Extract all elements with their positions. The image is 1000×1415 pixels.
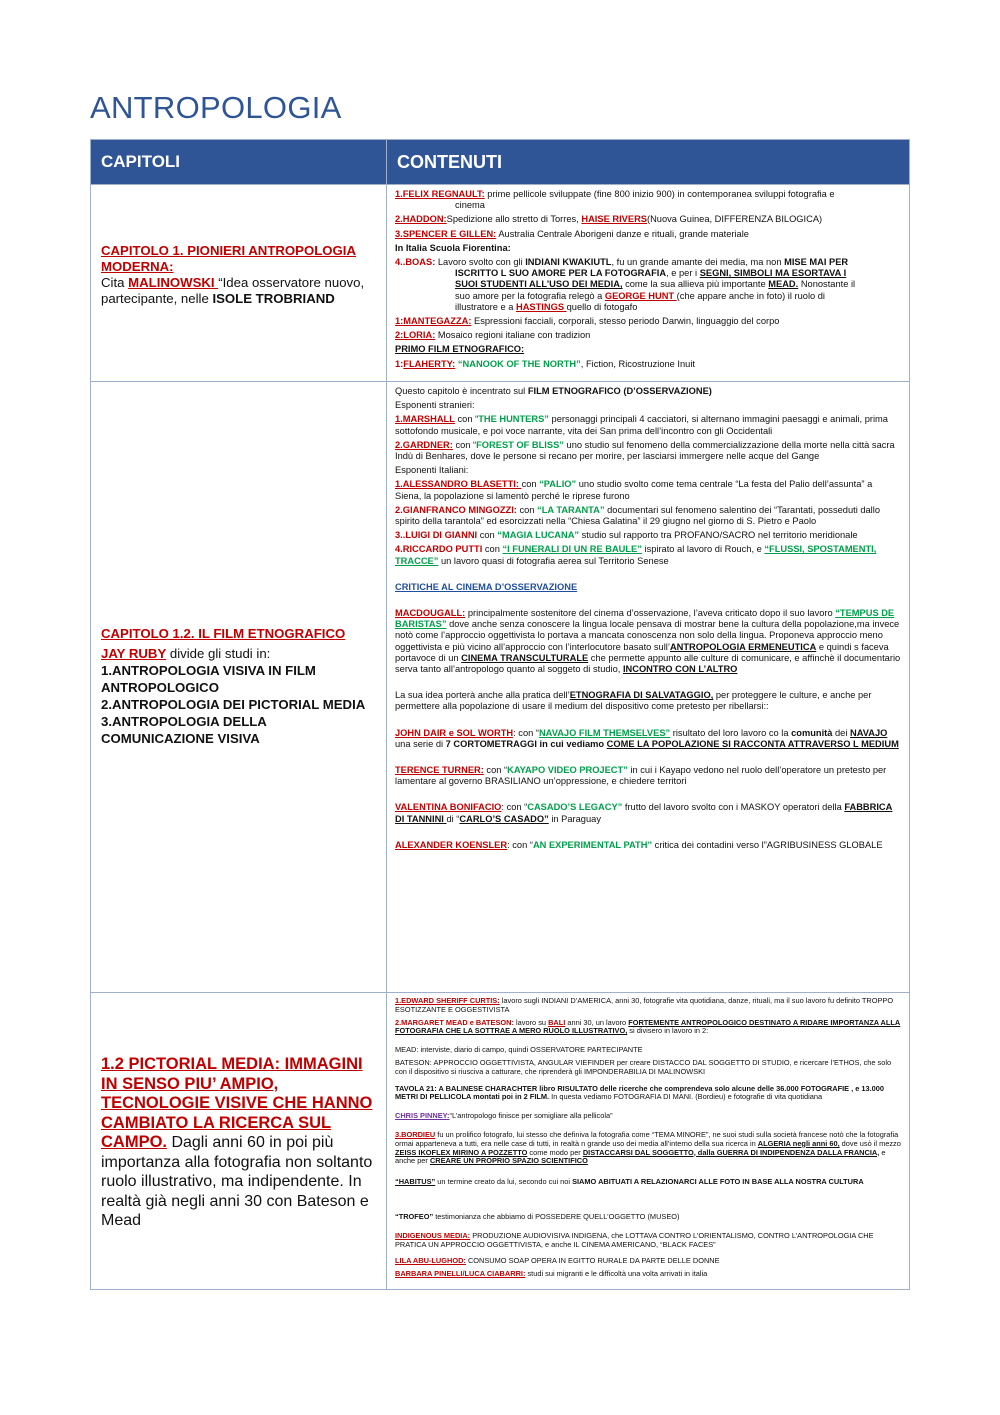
- list-item: 2.GARDNER: con “FOREST OF BLISS” uno studio sul fenomeno della commercializzazione della morte nella città sacra Indù di Benhares, dove le persone si recano per morire, per lasciarsi immergere nelle acque del Gange: [395, 439, 895, 462]
- content-table: [90, 139, 910, 1290]
- chapter-2-list-item-1: 1.ANTROPOLOGIA VISIVA IN FILM ANTROPOLOGICO: [101, 663, 316, 695]
- table-row-chapter-1: [91, 185, 910, 382]
- list-item: 3..LUIGI DI GIANNI con “MAGIA LUCANA” studio sul rapporto tra PROFANO/SACRO nel territorio meridionale: [395, 530, 858, 541]
- chapter-1-cell: [91, 185, 387, 382]
- list-item: CHRIS PINNEY:“L’antropologo finisce per somigliare alla pellicola”: [395, 1111, 613, 1121]
- chapter-2-cell: [91, 382, 387, 993]
- list-item: illustratore e a HASTINGS quello di fotogafo: [455, 301, 638, 312]
- list-item: Esponenti stranieri:: [395, 400, 475, 411]
- chapter-2-list-item-2: 2.ANTROPOLOGIA DEI PICTORIAL MEDIA: [101, 697, 366, 712]
- chapter-1-text: Cita MALINOWSKI “Idea osservatore nuovo, partecipante, nelle ISOLE TROBRIAND: [101, 275, 365, 306]
- list-item: SUOI STUDENTI ALL’USO DEI MEDIA, come la sua allieva più importante MEAD. Nonostante il: [455, 279, 856, 290]
- chapter-2-list-item-3: 3.ANTROPOLOGIA DELLA COMUNICAZIONE VISIVA: [101, 714, 267, 746]
- list-item: 1.MARSHALL con “THE HUNTERS” personaggi principali 4 cacciatori, si alternano immagini paesaggi e animali, prima sottofondo musicale, e poi voce narrante, vita dei San prima dell’incontro con gli Occidentali: [395, 414, 888, 436]
- list-item: TAVOLA 21: A BALINESE CHARACHTER libro RISULTATO delle ricerche che comprendeva solo alcune delle 36.000 FOTOGRAFIE , e 13.000 METRI DI PELLICOLA montati poi in 2 FILM. In questa vediamo FOTOGRAFIA DI MANI. (Bordieu) e fotografie di vita quotidiana: [395, 1083, 884, 1102]
- list-item: PRIMO FILM ETNOGRAFICO:: [395, 344, 525, 355]
- list-item: 1.ALESSANDRO BLASETTI: con “PALIO” uno studio svolto come tema centrale “La festa del Palio dell’assunta” a Siena, la popolazione si lamentò perché le riprese furono: [395, 479, 873, 501]
- list-item: 2.HADDON:Spedizione allo stretto di Torres, HAISE RIVERS(Nuova Guinea, DIFFERENZA BILOGICA): [395, 214, 823, 225]
- list-item: MEAD: interviste, diario di campo, quindi OSSERVATORE PARTECIPANTE: [395, 1045, 643, 1055]
- chapter-1-title: CAPITOLO 1. PIONIERI ANTROPOLOGIA MODERNA:: [101, 243, 356, 274]
- header-contenuti: CONTENUTI: [387, 140, 910, 185]
- header-capitoli: CAPITOLI: [91, 140, 387, 185]
- chapter-2-content: [387, 382, 910, 993]
- table-header-row: [91, 140, 910, 185]
- list-item: 2.GIANFRANCO MINGOZZI: con “LA TARANTA” documentari sul fenomeno salentino dei “Tarantati, posseduti dallo spirito della tarantola” ed esorcizzati nella “Chiesa Galatina” il 29 giugno nel giorno di S. Pietro e Paolo: [395, 504, 880, 527]
- list-item: Questo capitolo è incentrato sul FILM ETNOGRAFICO (D’OSSERVAZIONE): [395, 386, 712, 396]
- chapter-2-title: CAPITOLO 1.2. IL FILM ETNOGRAFICO: [101, 626, 346, 641]
- list-item: 4.RICCARDO PUTTI con “I FUNERALI DI UN RE BAULE” ispirato al lavoro di Rouch, e “FLUSSI, SPOSTAMENTI, TRACCE” un lavoro quasi di fotografia aerea sul Territorio Senese: [395, 544, 877, 566]
- chapter-3-text: 1.2 PICTORIAL MEDIA: IMMAGINI IN SENSO PIU’ AMPIO, TECNOLOGIE VISIVE CHE HANNO CAMBIATO LA RICERCA SUL CAMPO. Dagli anni 60 in poi più importanza alla fotografia non soltanto ruolo illustrativo, ma indipendente. In realtà già negli anni 30 con Bateson e Mead: [101, 1055, 373, 1229]
- list-item: 2.MARGARET MEAD e BATESON: lavoro su BALI anni 30, un lavoro FORTEMENTE ANTROPOLOGICO DESTINATO A RIDARE IMPORTANZA ALLA FOTOGRAFIA CHE LA SOTTRAE A MERO RUOLO ILLUSTRATIVO, si divisero in lavoro in 2:: [395, 1017, 901, 1036]
- list-item: “HABITUS” un termine creato da lui, secondo cui noi SIAMO ABITUATI A RELAZIONARCI ALLE FOTO IN BASE ALLA NOSTRA CULTURA: [395, 1177, 864, 1187]
- list-item: TERENCE TURNER: con “KAYAPO VIDEO PROJECT” in cui i Kayapo vedono nel ruolo dell’operatore un pretesto per lamentare al governo BRASILIANO un’oppressione, e chiedere territori: [395, 765, 887, 787]
- list-item: suo amore per la fotografia relegò a GEORGE HUNT (che appare anche in foto) il ruolo di: [455, 290, 825, 301]
- list-item: 1:MANTEGAZZA: Espressioni facciali, corporali, stesso periodo Darwin, linguaggio del corpo: [395, 316, 780, 327]
- list-item: BATESON: APPROCCIO OGGETTIVISTA, ANGULAR VIEFINDER per creare DISTACCO DAL SOGGETTO DI STUDIO, e ricercare l’ETHOS, che solo con il dispositivo si riusciva a catturare, che riprenderà gli IMPONDERABILIA DI MALINOWSKI: [395, 1057, 892, 1076]
- list-item: 3.BORDIEU fu un prolifico fotografo, lui stesso che definiva la fotografia come “TEMA MINORE”, ne suoi studi sulla società francese notò che la fotografia ormai apparteneva a tutti, era nelle case di tutti, in realtà n grande uso dei media all’interno della sua ricerca in ALGERIA negli anni 60, dove usò il mezzo ZEISS IKOFLEX MIRINO A POZZETTO come modo per DISTACCARSI DAL SOGGETTO, dalla GUERRA DI INDIPENDENZA DALLA FRANCIA, e anche per CREARE UN PROPRIO SPAZIO SCIENTIFICO: [395, 1129, 901, 1166]
- list-item: cinema: [455, 200, 485, 211]
- list-item: 1.EDWARD SHERIFF CURTIS: lavoro sugli INDIANI D’AMERICA, anni 30, fotografie vita quotidiana, danze, rituali, ma il suo lavoro fu definito TROPPO ESOTIZZANTE E OGGESTIVISTA: [395, 996, 894, 1014]
- table-row-chapter-3: [91, 993, 910, 1290]
- list-item: 2:LORIA: Mosaico regioni italiane con tradizion: [395, 330, 591, 341]
- list-item: INDIGENOUS MEDIA: PRODUZIONE AUDIOVISIVA INDIGENA, che LOTTAVA CONTRO L’ORIENTALISMO, CONTRO L’ANTROPOLOGIA CHE PRATICA UN APPROCCIO OGGETTIVISTA, e anche IL CINEMA AMERICANO, “BLACK FACES”: [395, 1230, 874, 1249]
- list-item: Esponenti Italiani:: [395, 465, 469, 476]
- list-item: LILA ABU-LUGHOD: CONSUMO SOAP OPERA IN EGITTO RURALE DA PARTE DELLE DONNE: [395, 1256, 720, 1266]
- chapter-1-content: [387, 185, 910, 382]
- section-heading: CRITICHE AL CINEMA D’OSSERVAZIONE: [395, 581, 578, 592]
- list-item: 3.SPENCER E GILLEN: Australia Centrale Aborigeni danze e rituali, grande materiale: [395, 228, 749, 239]
- chapter-3-cell: [91, 993, 387, 1290]
- table-row-chapter-2: [91, 382, 910, 993]
- list-item: 1:FLAHERTY: “NANOOK OF THE NORTH”, Fiction, Ricostruzione Inuit: [395, 358, 695, 369]
- list-item: JOHN DAIR e SOL WORTH: con “NAVAJO FILM THEMSELVES” risultato del loro lavoro co la comunità dei NAVAJO una serie di 7 CORTOMETRAGGI in cui vediamo COME LA POPOLAZIONE SI RACCONTA ATTRAVERSO L MEDIUM: [395, 727, 899, 749]
- list-item: ISCRITTO L SUO AMORE PER LA FOTOGRAFIA, e per i SEGNI, SIMBOLI MA ESORTAVA I: [455, 268, 847, 279]
- list-item: BARBARA PINELLI/LUCA CIABARRI: studi sui migranti e le difficoltà una volta arrivati in italia: [395, 1269, 708, 1279]
- list-item: La sua idea porterà anche alla pratica dell’ETNOGRAFIA DI SALVATAGGIO, per proteggere le culture, e anche per permettere alla popolazione di usare il medium del dispositivo come pretesto per ribellarsi::: [395, 690, 872, 712]
- document-title: ANTROPOLOGIA: [90, 90, 342, 125]
- chapter-3-content: [387, 993, 910, 1290]
- list-item: MACDOUGALL: principalmente sostenitore del cinema d’osservazione, l’aveva criticato dopo il suo lavoro “TEMPUS DE BARISTAS” dove anche senza conoscere la lingua locale pensava di mostrar bene la cultura della popolazione,ma invece notò come l’approccio oggettivista lo portava a mancata conoscenza non solo della lingua. Proponeva approccio meno oggettivista e più vicino all’approccio con l’interlocutore basato sull’ANTROPOLOGIA ERMENEUTICA e quindi s faceva portavoce di un CINEMA TRANSCULTURALE che permette appunto alle culture di comunicare, e affinchè il documentario serva tanto all’antropologo quanto al soggeto di studio, INCONTRO CON L’ALTRO: [395, 608, 901, 675]
- chapter-2-intro: JAY RUBY divide gli studi in:: [101, 646, 271, 661]
- list-item: ALEXANDER KOENSLER: con “AN EXPERIMENTAL PATH” critica dei contadini verso l”AGRIBUSINESS GLOBALE: [395, 839, 883, 850]
- list-item: 1.FELIX REGNAULT: prime pellicole sviluppate (fine 800 inizio 900) in contemporanea sviluppi fotografia e: [395, 189, 835, 199]
- list-item: “TROFEO” testimonianza che abbiamo di POSSEDERE QUELL’OGGETTO (MUSEO): [395, 1211, 680, 1221]
- list-item: 4..BOAS: Lavoro svolto con gli INDIANI KWAKIUTL, fu un grande amante dei media, ma non MISE MAI PER: [395, 257, 849, 268]
- list-item: VALENTINA BONIFACIO: con “CASADO’S LEGACY” frutto del lavoro svolto con i MASKOY operatori della FABBRICA DI TANNINI di “CARLO’S CASADO” in Paraguay: [395, 802, 893, 824]
- list-item: In Italia Scuola Fiorentina:: [395, 242, 511, 253]
